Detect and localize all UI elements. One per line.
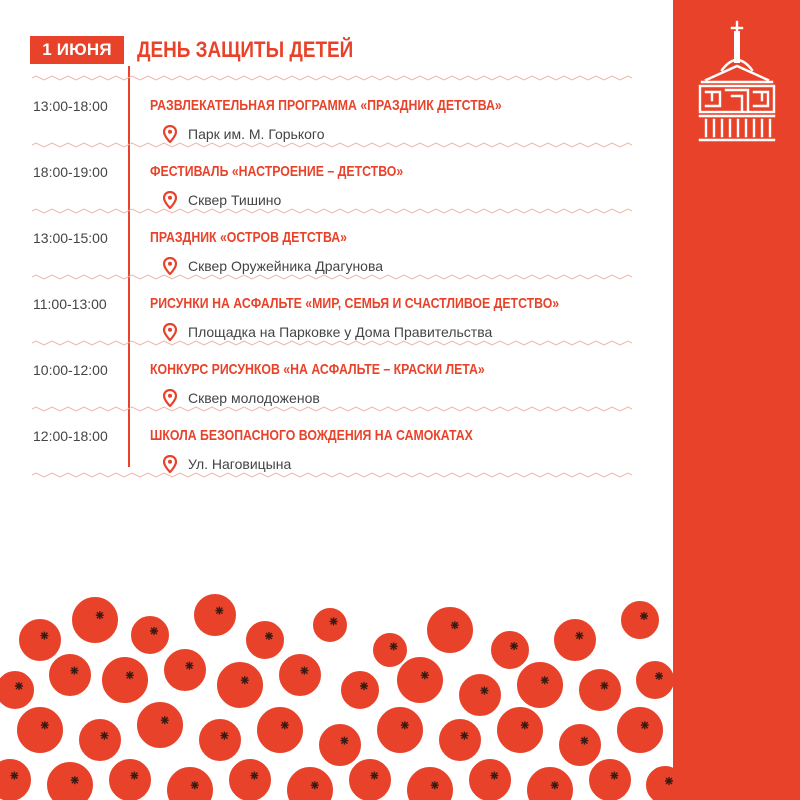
event-row — [0, 361, 673, 421]
berry — [0, 758, 32, 800]
event-row — [0, 427, 673, 487]
berry — [245, 620, 285, 660]
berry — [16, 706, 64, 754]
event-place: Сквер Оружейника Драгунова — [188, 258, 384, 274]
berry — [130, 615, 170, 655]
berry — [616, 706, 664, 754]
event-place: Парк им. М. Горького — [188, 126, 325, 142]
location-pin-icon — [163, 257, 177, 275]
berry — [163, 648, 207, 692]
berry — [278, 653, 322, 697]
event-time: 18:00-19:00 — [33, 164, 108, 180]
berry — [426, 606, 474, 654]
berry — [256, 706, 304, 754]
berry — [18, 618, 62, 662]
event-row — [0, 163, 673, 223]
berry — [438, 718, 482, 762]
berry — [216, 661, 264, 709]
event-time: 10:00-12:00 — [33, 362, 108, 378]
event-row — [0, 295, 673, 355]
berry — [645, 765, 673, 800]
event-place: Сквер молодоженов — [188, 390, 320, 406]
berry — [108, 758, 152, 800]
berry — [348, 758, 392, 800]
berry — [490, 630, 530, 670]
berry — [516, 661, 564, 709]
berry — [166, 766, 214, 800]
berry — [198, 718, 242, 762]
berry — [0, 670, 35, 710]
berry — [468, 758, 512, 800]
berry — [78, 718, 122, 762]
berry — [228, 758, 272, 800]
location-pin-icon — [163, 191, 177, 209]
event-time: 12:00-18:00 — [33, 428, 108, 444]
berry — [101, 656, 149, 704]
event-time: 13:00-15:00 — [33, 230, 108, 246]
event-row — [0, 229, 673, 289]
berry — [71, 596, 119, 644]
berry — [376, 706, 424, 754]
berry — [396, 656, 444, 704]
event-time: 11:00-13:00 — [33, 296, 107, 312]
berry — [620, 600, 660, 640]
berry — [48, 653, 92, 697]
berry — [635, 660, 673, 700]
berry — [496, 706, 544, 754]
event-name: ПРАЗДНИК «ОСТРОВ ДЕТСТВА» — [150, 229, 347, 246]
berry — [286, 766, 334, 800]
berry — [312, 607, 348, 643]
location-pin-icon — [163, 125, 177, 143]
berry — [526, 766, 574, 800]
event-name: РАЗВЛЕКАТЕЛЬНАЯ ПРОГРАММА «ПРАЗДНИК ДЕТСТВА» — [150, 97, 502, 114]
berry — [193, 593, 237, 637]
berry — [553, 618, 597, 662]
berry — [458, 673, 502, 717]
event-row — [0, 97, 673, 157]
berries-decoration — [0, 580, 673, 800]
berry — [136, 701, 184, 749]
berry — [558, 723, 602, 767]
location-pin-icon — [163, 323, 177, 341]
berry — [46, 761, 94, 800]
berry — [318, 723, 362, 767]
location-pin-icon — [163, 389, 177, 407]
berry — [578, 668, 622, 712]
wavy-divider — [32, 74, 632, 82]
building-logo-icon — [692, 20, 782, 144]
berry — [588, 758, 632, 800]
berry — [406, 766, 454, 800]
event-time: 13:00-18:00 — [33, 98, 108, 114]
page-title: ДЕНЬ ЗАЩИТЫ ДЕТЕЙ — [137, 37, 354, 62]
date-badge: 1 ИЮНЯ — [30, 36, 124, 64]
event-name: ФЕСТИВАЛЬ «НАСТРОЕНИЕ – ДЕТСТВО» — [150, 163, 404, 180]
event-name: КОНКУРС РИСУНКОВ «НА АСФАЛЬТЕ – КРАСКИ ЛЕТА» — [150, 361, 485, 378]
berry — [340, 670, 380, 710]
event-name: РИСУНКИ НА АСФАЛЬТЕ «МИР, СЕМЬЯ И СЧАСТЛИВОЕ ДЕТСТВО» — [150, 295, 560, 312]
event-name: ШКОЛА БЕЗОПАСНОГО ВОЖДЕНИЯ НА САМОКАТАХ — [150, 427, 473, 444]
event-place: Площадка на Парковке у Дома Правительства — [188, 324, 493, 340]
event-place: Ул. Наговицына — [188, 456, 292, 472]
location-pin-icon — [163, 455, 177, 473]
event-place: Сквер Тишино — [188, 192, 282, 208]
